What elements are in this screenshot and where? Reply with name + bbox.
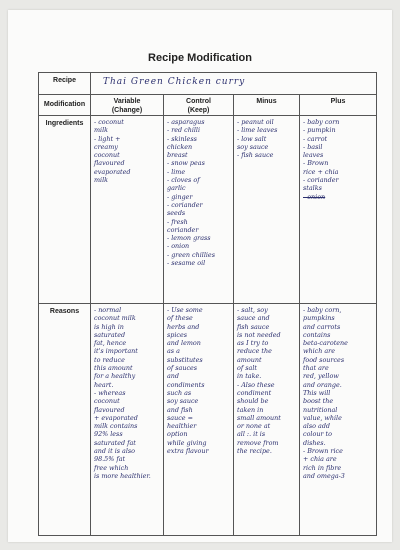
handwritten-line: reduce the	[237, 347, 272, 356]
handwritten-line: - normal	[94, 306, 122, 314]
control-header-sub: (Keep)	[187, 107, 210, 114]
handwritten-line: This will	[303, 388, 331, 397]
handwritten-line: - carrot	[303, 134, 328, 143]
handwritten-line: seeds	[167, 209, 186, 218]
handwritten-line: pumpkins	[303, 314, 335, 323]
handwritten-line: amount	[237, 355, 262, 364]
handwritten-line: red, yellow	[303, 372, 339, 381]
handwritten-line: and carrots	[303, 322, 341, 331]
ingredients-label-cell	[39, 116, 91, 304]
handwritten-line: such as	[167, 388, 192, 397]
ingredients-control-cell	[164, 116, 234, 304]
page-title: Recipe Modification	[148, 52, 252, 64]
reasons-variable-cell	[91, 304, 164, 536]
handwritten-line: - green chillies	[167, 250, 215, 259]
handwritten-line: it's important	[94, 347, 138, 356]
handwritten-line: option	[167, 430, 188, 439]
handwritten-line: evaporated	[94, 167, 131, 176]
variable-header	[91, 95, 163, 115]
handwritten-line: - coconut	[94, 118, 124, 126]
reasons-label-cell	[39, 304, 91, 536]
handwritten-line: - snow peas	[167, 159, 205, 168]
handwritten-line: + chia are	[303, 455, 337, 464]
handwritten-line: - pumpkin	[303, 126, 336, 135]
handwritten-line: this amount	[94, 364, 133, 373]
plus-header-cell	[300, 95, 377, 116]
variable-header-label: Variable	[113, 98, 141, 105]
control-header	[164, 95, 233, 115]
handwritten-line: - red chilli	[167, 126, 201, 135]
handwritten-line: dishes.	[303, 438, 326, 447]
reasons-row	[39, 304, 377, 536]
reasons-minus-cell	[234, 304, 300, 536]
handwritten-line: 98.5% fat	[94, 455, 126, 464]
handwritten-line: - ginger	[167, 192, 193, 201]
reasons-control-cell	[164, 304, 234, 536]
handwritten-line: - baby corn	[303, 118, 340, 126]
handwritten-line: - lime	[167, 167, 186, 176]
handwritten-line: rice + chia	[303, 167, 339, 176]
handwritten-line: - onion	[167, 242, 190, 251]
handwritten-line: garlic	[167, 184, 186, 193]
handwritten-line: 92% less	[94, 430, 123, 439]
handwritten-line: saturated	[94, 330, 126, 339]
handwritten-line: - coriander	[303, 176, 339, 185]
ingredients-plus-list	[300, 116, 376, 201]
handwritten-line: herbs and	[167, 322, 200, 331]
handwritten-line: is high in	[94, 322, 124, 331]
modification-header: Modification	[43, 101, 86, 108]
handwritten-line: to reduce	[94, 355, 125, 364]
modification-header-cell	[39, 95, 91, 116]
handwritten-line: coconut	[94, 397, 120, 406]
handwritten-line: milk	[94, 126, 109, 135]
control-header-label: Control	[186, 98, 211, 105]
handwritten-line: - Brown rice	[303, 447, 343, 456]
header-row	[39, 95, 377, 116]
reasons-minus-list	[234, 304, 299, 455]
handwritten-line: flavoured	[94, 405, 125, 414]
handwritten-line: - salt, soy	[237, 306, 268, 314]
handwritten-line: soy sauce	[167, 397, 199, 406]
variable-header-cell	[91, 95, 164, 116]
handwritten-line: healthier	[167, 422, 197, 431]
handwritten-line: - basil	[303, 142, 323, 151]
reasons-control-list	[164, 304, 233, 455]
handwritten-line: while giving	[167, 438, 207, 447]
handwritten-line: - Brown	[303, 159, 329, 168]
handwritten-line: should be	[237, 397, 269, 406]
handwritten-line: - low salt	[237, 134, 267, 143]
handwritten-line: leaves	[303, 151, 324, 160]
handwritten-line: - lime leaves	[237, 126, 278, 135]
recipe-name: Thai Green Chicken curry	[103, 77, 246, 87]
recipe-row	[39, 73, 377, 95]
handwritten-line: condiment	[237, 388, 272, 397]
handwritten-line: stalks	[303, 184, 322, 193]
handwritten-line: - Use some	[167, 306, 203, 314]
reasons-label: Reasons	[49, 308, 80, 315]
handwritten-line: free which	[94, 463, 129, 472]
recipe-label-cell	[39, 73, 91, 95]
handwritten-line: - sesame oil	[167, 259, 206, 268]
handwritten-line: contains	[303, 330, 331, 339]
ingredients-label: Ingredients	[45, 120, 84, 127]
handwritten-line: in take.	[237, 372, 262, 381]
handwritten-line: - skinless	[167, 134, 197, 143]
handwritten-line: - whereas	[94, 388, 126, 397]
handwritten-line: sauce and	[237, 314, 270, 323]
handwritten-line: - coriander	[167, 200, 203, 209]
ingredients-plus-items	[303, 118, 375, 193]
variable-header-sub: (Change)	[111, 107, 143, 114]
control-header-cell	[164, 95, 234, 116]
handwritten-line: - fresh	[167, 217, 188, 226]
handwritten-line: food sources	[303, 355, 345, 364]
minus-header: Minus	[256, 98, 277, 105]
handwritten-line: coconut milk	[94, 314, 136, 323]
document-sheet	[8, 10, 392, 542]
handwritten-line: and omega-3	[303, 471, 345, 480]
handwritten-line: milk	[94, 176, 109, 185]
handwritten-line: - peanut oil	[237, 118, 274, 126]
handwritten-line: substitutes	[167, 355, 203, 364]
handwritten-line: all :. it is	[237, 430, 266, 439]
handwritten-line: - lemon grass	[167, 234, 211, 243]
ingredients-minus-cell	[234, 116, 300, 304]
handwritten-line: and fish	[167, 405, 193, 414]
handwritten-line: the recipe.	[237, 447, 272, 456]
handwritten-line: extra flavour	[167, 447, 209, 456]
handwritten-line: saturated fat	[94, 438, 136, 447]
handwritten-line: coconut	[94, 151, 120, 160]
handwritten-line: boost the	[303, 397, 334, 406]
handwritten-line: - baby corn,	[303, 306, 342, 314]
handwritten-line: beta-carotene	[303, 339, 348, 348]
handwritten-line: that are	[303, 364, 329, 373]
handwritten-line: remove from	[237, 438, 279, 447]
reasons-plus-cell	[300, 304, 377, 536]
reasons-variable-list	[91, 304, 163, 480]
handwritten-line: fat, hence	[94, 339, 127, 348]
handwritten-line: as I try to	[237, 339, 269, 348]
handwritten-line: soy sauce	[237, 142, 269, 151]
handwritten-line: spices	[167, 330, 188, 339]
recipe-name-cell	[91, 73, 377, 95]
handwritten-line: flavoured	[94, 159, 125, 168]
handwritten-line: - fish sauce	[237, 151, 274, 160]
ingredients-plus-cell	[300, 116, 377, 304]
handwritten-line: is more healthier.	[94, 471, 151, 480]
handwritten-line: heart.	[94, 380, 114, 389]
struck-onion-item: - onion	[303, 192, 326, 201]
ingredients-variable-cell	[91, 116, 164, 304]
ingredients-row	[39, 116, 377, 304]
ingredients-variable-list	[91, 116, 163, 184]
handwritten-line: fish sauce	[237, 322, 270, 331]
handwritten-line: - asparagus	[167, 118, 205, 126]
handwritten-line: chicken	[167, 142, 193, 151]
handwritten-line: rich in fibre	[303, 463, 342, 472]
handwritten-line: - Also these	[237, 380, 275, 389]
handwritten-line: for a healthy	[94, 372, 136, 381]
handwritten-line: - cloves of	[167, 176, 200, 185]
handwritten-line: sauce =	[167, 413, 193, 422]
ingredients-minus-list	[234, 116, 299, 159]
handwritten-line: coriander	[167, 225, 199, 234]
handwritten-line: and orange.	[303, 380, 342, 389]
handwritten-line: and it is also	[94, 447, 136, 456]
handwritten-line: and	[167, 372, 180, 381]
handwritten-line: of sauces	[167, 364, 198, 373]
ingredients-control-list	[164, 116, 233, 267]
handwritten-line: of salt	[237, 364, 257, 373]
handwritten-line: is not needed	[237, 330, 281, 339]
handwritten-line: colour to	[303, 430, 332, 439]
recipe-table	[38, 72, 377, 536]
handwritten-line: which are	[303, 347, 336, 356]
reasons-plus-list	[300, 304, 376, 480]
handwritten-line: creamy	[94, 142, 118, 151]
handwritten-line: or none at	[237, 422, 271, 431]
handwritten-line: as a	[167, 347, 180, 356]
handwritten-line: of these	[167, 314, 193, 323]
minus-header-cell	[234, 95, 300, 116]
handwritten-line: also add	[303, 422, 331, 431]
handwritten-line: taken in	[237, 405, 264, 414]
handwritten-line: value, while	[303, 413, 342, 422]
plus-header: Plus	[330, 98, 346, 105]
handwritten-line: milk contains	[94, 422, 138, 431]
handwritten-line: small amount	[237, 413, 281, 422]
handwritten-line: condiments	[167, 380, 205, 389]
handwritten-line: breast	[167, 151, 188, 160]
recipe-label: Recipe	[53, 77, 76, 84]
handwritten-line: nutritional	[303, 405, 338, 414]
handwritten-line: + evaporated	[94, 413, 138, 422]
handwritten-line: - light +	[94, 134, 121, 143]
handwritten-line: and lemon	[167, 339, 201, 348]
